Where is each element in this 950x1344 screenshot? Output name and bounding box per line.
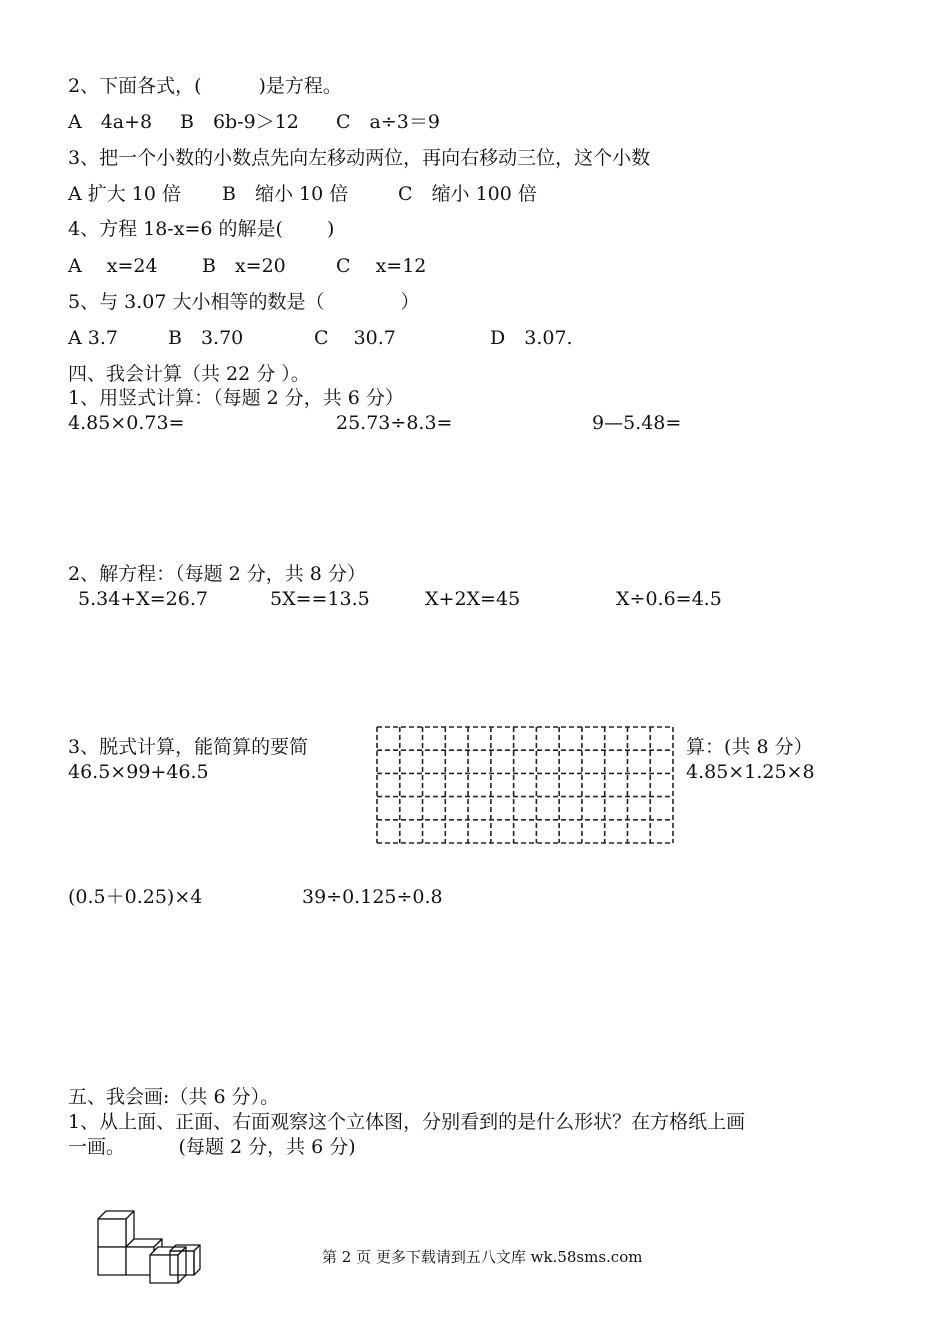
q5-option-c: C 30.7: [314, 327, 396, 349]
draw-question-line1: 1、从上面、正面、右面观察这个立体图，分别看到的是什么形状？在方格纸上画: [68, 1111, 746, 1133]
q3-option-b: B 缩小 10 倍: [222, 183, 349, 205]
section4-title: 四、我会计算（共 22 分 ）。: [68, 363, 310, 385]
equation-item-3: X+2X=45: [425, 588, 521, 610]
q3-stem: 3、把一个小数的小数点先向左移动两位，再向右移动三位，这个小数: [68, 147, 651, 169]
cube-front-face: [150, 1255, 178, 1283]
cube-front-face: [98, 1247, 126, 1275]
q4-option-a: A x=24: [68, 255, 158, 277]
q2-stem: 2、下面各式，( )是方程。: [68, 75, 342, 97]
q2-option-a: A 4a+8: [68, 111, 153, 133]
q5-stem: 5、与 3.07 大小相等的数是（ ）: [68, 291, 420, 313]
q5-option-b: B 3.70: [168, 327, 244, 349]
dashed-grid-paper: [376, 726, 674, 844]
stepwise-title-right: 算：(共 8 分）: [686, 736, 813, 758]
vertical-calc-title: 1、用竖式计算：（每题 2 分，共 6 分）: [68, 387, 404, 409]
stepwise-item-1: 46.5×99+46.5: [68, 761, 209, 783]
equation-item-2: 5X==13.5: [270, 588, 370, 610]
q3-option-c: C 缩小 100 倍: [398, 183, 537, 205]
vertical-calc-item-1: 4.85×0.73=: [68, 412, 185, 434]
q5-option-a: A 3.7: [68, 327, 118, 349]
q2-option-c: C a÷3＝9: [336, 111, 440, 133]
q4-stem: 4、方程 18-x=6 的解是( ): [68, 218, 335, 240]
stepwise-title-left: 3、脱式计算，能简算的要简: [68, 736, 309, 758]
equation-item-4: X÷0.6=4.5: [616, 588, 722, 610]
cube-right-face: [194, 1245, 200, 1275]
q4-option-b: B x=20: [202, 255, 286, 277]
page-footer: 第 2 页 更多下载请到五八文库 wk.58sms.com: [322, 1248, 643, 1266]
vertical-calc-item-3: 9—5.48=: [592, 412, 682, 434]
q4-option-c: C x=12: [336, 255, 427, 277]
equation-item-1: 5.34+X=26.7: [78, 588, 208, 610]
cube-front-face: [98, 1219, 126, 1247]
cube-stack-figure: [92, 1205, 202, 1285]
q5-option-d: D 3.07.: [490, 327, 573, 349]
draw-question-line2: 一画。 (每题 2 分，共 6 分): [68, 1136, 356, 1158]
vertical-calc-item-2: 25.73÷8.3=: [336, 412, 453, 434]
stepwise-item-3: (0.5＋0.25)×4: [68, 886, 203, 908]
q3-option-a: A 扩大 10 倍: [68, 183, 182, 205]
stepwise-item-2: 4.85×1.25×8: [686, 761, 815, 783]
q2-option-b: B 6b-9＞12: [180, 111, 299, 133]
section5-title: 五、我会画:（共 6 分）。: [68, 1086, 280, 1108]
equations-title: 2、解方程：（每题 2 分，共 8 分）: [68, 563, 366, 585]
stepwise-item-4: 39÷0.125÷0.8: [302, 886, 443, 908]
